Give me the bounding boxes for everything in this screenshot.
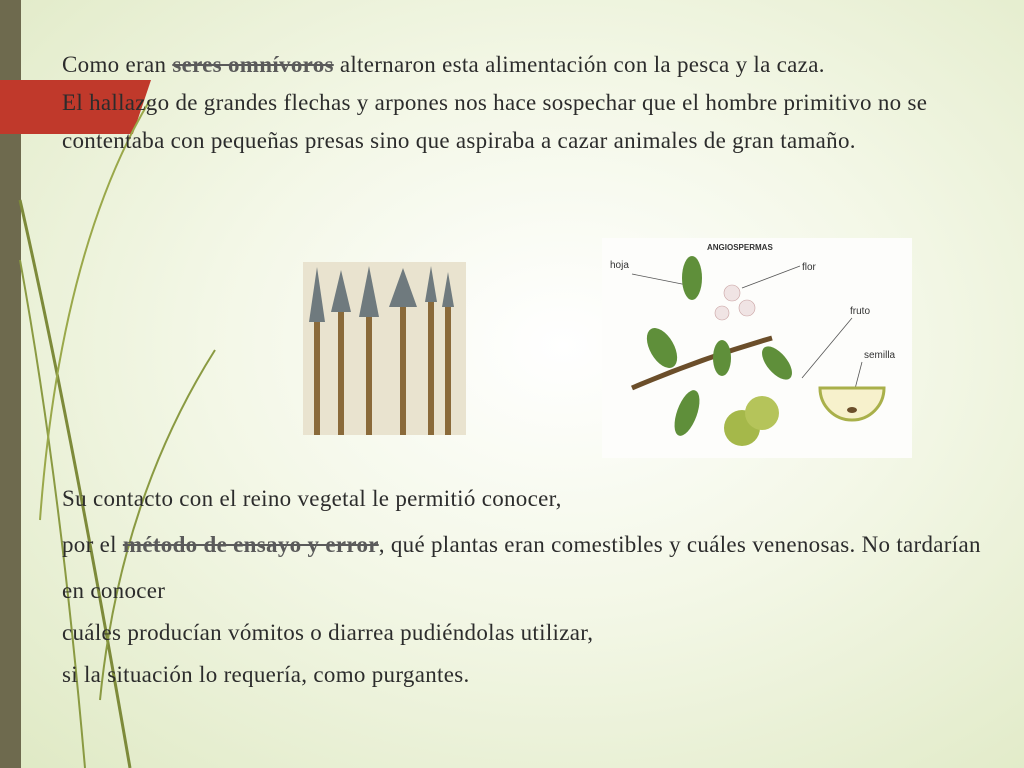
- intro-strike-term: seres omnívoros: [172, 52, 334, 77]
- vegetal-strike-term: método de ensayo y error: [122, 532, 379, 557]
- vegetal-paragraph: [62, 476, 982, 698]
- label-semilla: semilla: [864, 350, 896, 361]
- intro-prefix: Como eran: [62, 52, 173, 77]
- intro-suffix: alternaron esta alimentación con la pesca y la caza.: [333, 52, 825, 77]
- label-fruto: fruto: [850, 306, 871, 317]
- vegetal-line3: cuáles producían vómitos o diarrea pudiéndolas utilizar,: [62, 620, 594, 645]
- vegetal-line2-prefix: por el: [62, 532, 123, 557]
- arrowheads-illustration: [303, 262, 466, 435]
- vegetal-line2: [62, 522, 982, 614]
- arrows-image: [303, 262, 466, 435]
- label-flor: flor: [802, 262, 816, 273]
- plant-illustration: [602, 238, 912, 458]
- vegetal-line2-suffix: , qué plantas eran comestibles y cuáles venenosas. No tardarían en conocer: [62, 532, 981, 603]
- intro-line2: El hallazgo de grandes flechas y arpones nos hace sospechar que el hombre primitivo no se contentaba con pequeñas presas sino que aspiraba a cazar animales de gran tamaño.: [62, 90, 928, 153]
- vegetal-line1: Su contacto con el reino vegetal le permitió conocer,: [62, 486, 562, 511]
- label-hoja: hoja: [610, 260, 629, 271]
- angiosperm-image: [602, 238, 912, 458]
- vegetal-line4: si la situación lo requería, como purgantes.: [62, 662, 470, 687]
- intro-paragraph: [62, 46, 982, 160]
- plant-title: ANGIOSPERMAS: [707, 243, 773, 252]
